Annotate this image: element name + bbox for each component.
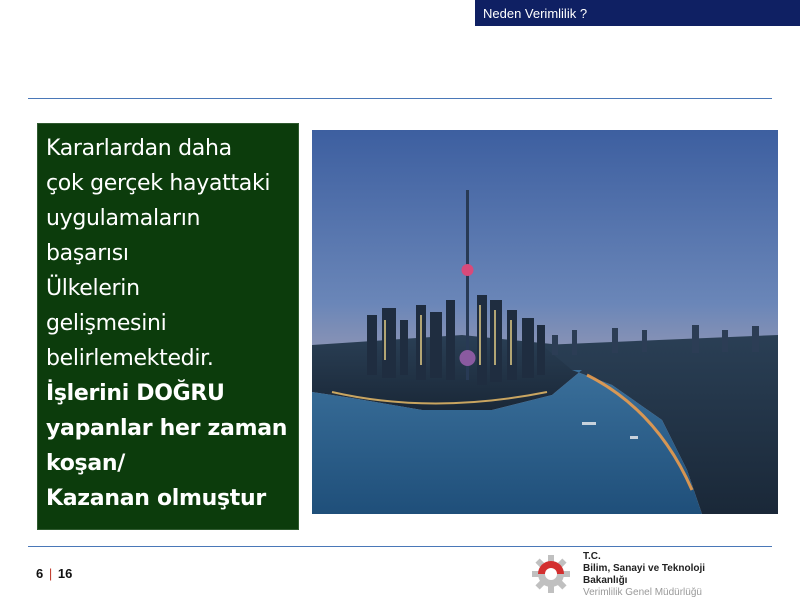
page-total: 16 — [57, 566, 73, 581]
text-line: başarısı — [46, 241, 129, 266]
org-line: T.C. — [583, 551, 601, 562]
text-line: gelişmesini — [46, 311, 167, 336]
text-line: belirlemektedir. — [46, 346, 214, 371]
org-line: Verimlilik Genel Müdürlüğü — [583, 587, 702, 598]
page-separator: | — [48, 566, 53, 581]
text-line: çok gerçek hayattaki — [46, 171, 271, 196]
page-current: 6 — [36, 566, 44, 581]
page-number — [36, 566, 72, 581]
text-line: Kararlardan daha — [46, 136, 232, 161]
bottom-divider — [28, 546, 772, 547]
org-line: Bakanlığı — [583, 575, 628, 586]
slide-section-title: Neden Verimlilik ? — [483, 6, 588, 21]
highlight-line: Kazanan olmuştur — [46, 486, 266, 511]
text-line: uygulamaların — [46, 206, 201, 231]
highlight-line: yapanlar her zaman — [46, 416, 288, 441]
highlight-line: koşan/ — [46, 451, 125, 476]
org-line: Bilim, Sanayi ve Teknoloji — [583, 563, 706, 574]
organization-name — [583, 551, 705, 599]
text-box — [37, 123, 299, 530]
city-skyline-photo — [312, 130, 778, 514]
gear-logo-icon — [531, 554, 571, 594]
text-line: Ülkelerin — [46, 276, 140, 301]
header-bar — [475, 0, 800, 26]
top-divider — [28, 98, 772, 99]
highlight-line: İşlerini DOĞRU — [46, 381, 225, 406]
